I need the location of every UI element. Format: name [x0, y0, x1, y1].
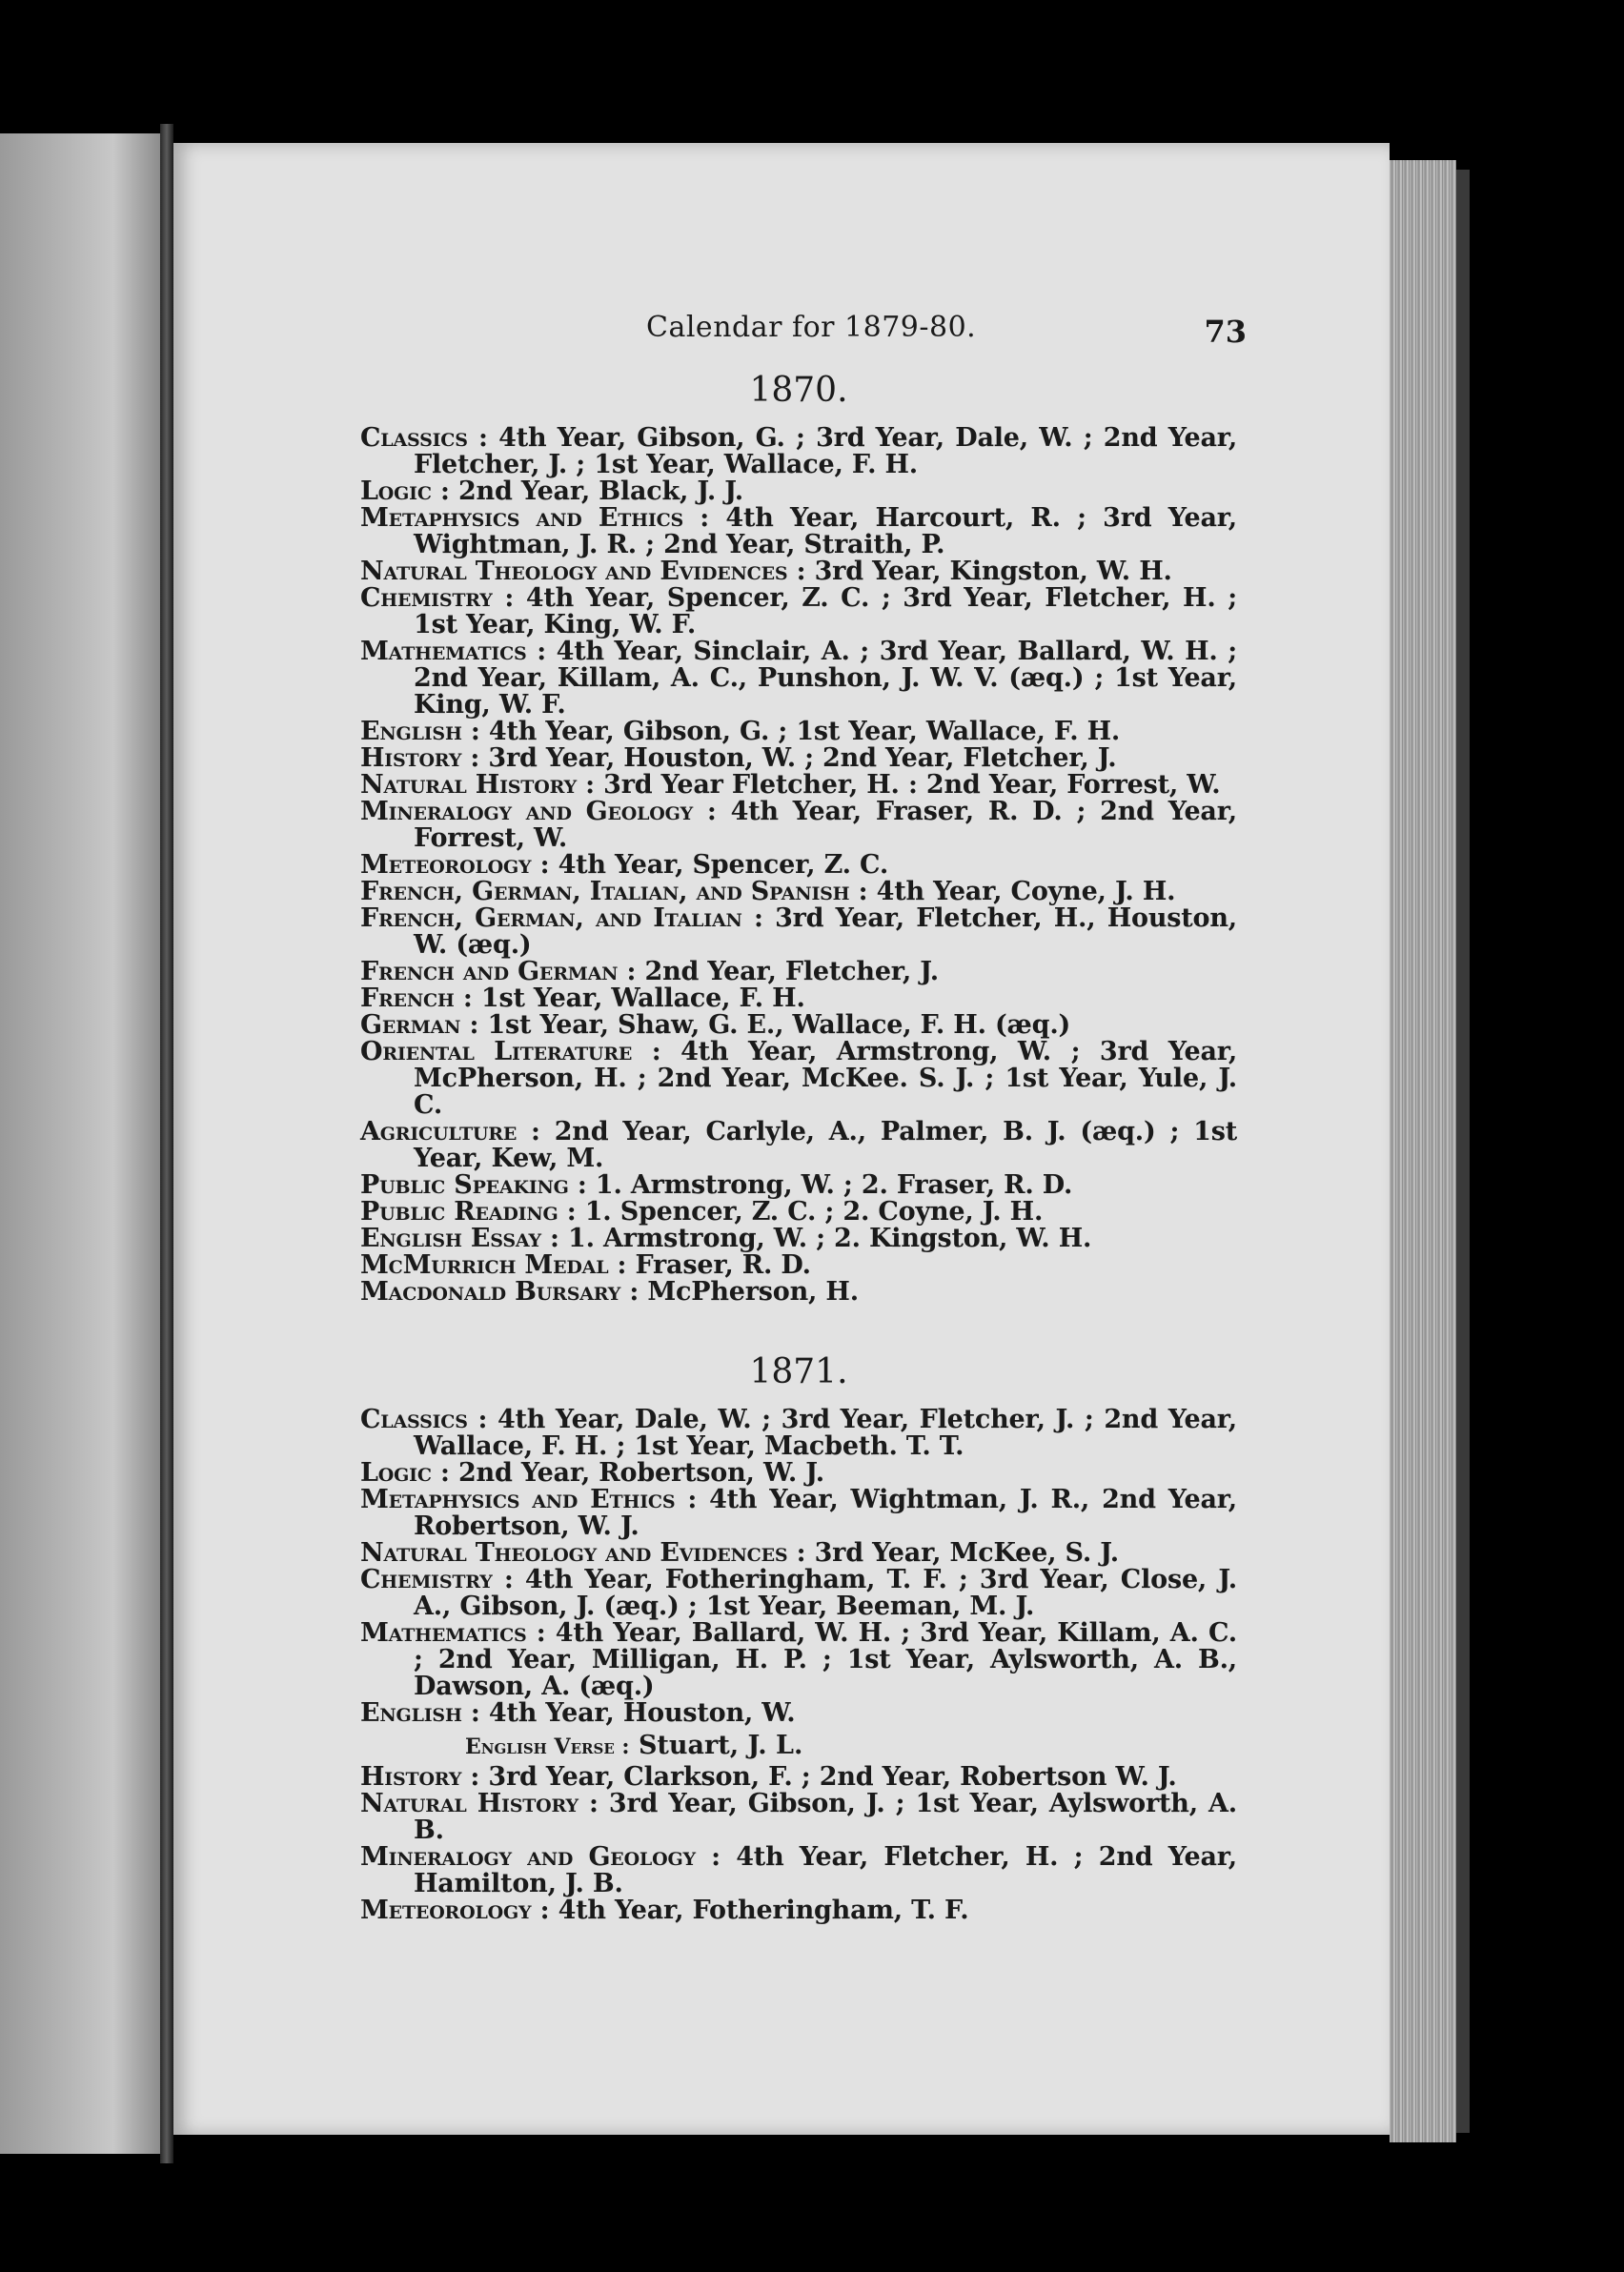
book-gutter [160, 124, 173, 2163]
page-stack-edges [1390, 160, 1456, 2142]
entry-text: 4th Year, Fotheringham, T. F. ; 3rd Year, Close, J. A., Gibson, J. (æq.) ; 1st Year, Beeman, M. J. [414, 1565, 1238, 1621]
entry-text: 4th Year, Harcourt, R. ; 3rd Year, Wightman, J. R. ; 2nd Year, Straith, P. [414, 503, 1237, 559]
entry-subject: Meteorology : [360, 850, 550, 880]
entry [360, 905, 1237, 959]
entry [360, 425, 1237, 478]
entry-subject: French, German, and Italian : [360, 903, 763, 933]
entry-subject: English Essay : [360, 1224, 559, 1253]
entry-subject: Metaphysics and Ethics : [360, 503, 710, 533]
section-1871 [360, 1351, 1237, 1924]
entry [360, 1039, 1237, 1119]
entry-subject: English : [360, 1698, 480, 1728]
entry-subject: French : [360, 984, 473, 1013]
entry [360, 558, 1237, 585]
entry-text: 1. Armstrong, W. ; 2. Kingston, W. H. [568, 1224, 1092, 1253]
entry [360, 1407, 1237, 1460]
entry-text: 3rd Year Fletcher, H. : 2nd Year, Forrest, W. [603, 770, 1221, 800]
entry-text: 2nd Year, Fletcher, J. [644, 957, 939, 986]
entry-text: 4th Year, Wightman, J. R., 2nd Year, Robertson, W. J. [414, 1485, 1238, 1541]
entry-subject: Public Speaking : [360, 1170, 587, 1200]
entry-subject: Agriculture : [360, 1117, 540, 1146]
entry-text: 4th Year, Fraser, R. D. ; 2nd Year, Forrest, W. [414, 797, 1237, 853]
entry-subject: Natural History : [360, 770, 595, 800]
entry-subject: Mathematics : [360, 1618, 546, 1648]
entry [360, 1700, 1237, 1727]
entry-subject: Metaphysics and Ethics : [360, 1485, 698, 1514]
entry [360, 985, 1237, 1012]
page-header [646, 311, 1247, 356]
entry [360, 478, 1237, 505]
entry-text: Stuart, J. L. [638, 1731, 803, 1760]
running-title: Calendar for 1879-80. [646, 311, 977, 344]
entry-list [360, 1407, 1237, 1924]
entry-text: McPherson, H. [647, 1277, 859, 1307]
entry-text: 4th Year, Armstrong, W. ; 3rd Year, McPherson, H. ; 2nd Year, McKee. S. J. ; 1st Year, Yule, J. C. [414, 1037, 1238, 1120]
entry-subject: History : [360, 1762, 480, 1792]
entry [360, 1897, 1237, 1924]
entry-subject: Mineralogy and Geology : [360, 797, 717, 826]
entry-subject: Mathematics : [360, 637, 546, 666]
entry [360, 505, 1237, 558]
entry [360, 852, 1237, 879]
entry-text: 1st Year, Wallace, F. H. [480, 984, 805, 1013]
entry [360, 1567, 1237, 1620]
year-heading: 1871. [749, 1352, 848, 1391]
entry-text: 4th Year, Houston, W. [488, 1698, 796, 1728]
entry [360, 1460, 1237, 1487]
entry-subject: Chemistry : [360, 583, 515, 613]
entry-text: 4th Year, Coyne, J. H. [876, 877, 1176, 906]
entry-subject: Natural History : [360, 1789, 599, 1818]
entry [360, 1012, 1237, 1039]
entry [360, 719, 1237, 745]
entry [360, 639, 1237, 719]
entry [360, 959, 1237, 985]
entry-text: 4th Year, Spencer, Z. C. [558, 850, 889, 880]
entry-text: 4th Year, Sinclair, A. ; 3rd Year, Ballard, W. H. ; 2nd Year, Killam, A. C., Punshon, J. W. V. (æq.) ; 1st Year, King, W. F. [414, 637, 1237, 720]
entry-subject: French, German, Italian, and Spanish : [360, 877, 868, 906]
entry-text: 1. Armstrong, W. ; 2. Fraser, R. D. [595, 1170, 1073, 1200]
facing-page-edge [0, 133, 162, 2154]
section-gap [360, 1306, 1237, 1338]
entry-indented [360, 1733, 1237, 1760]
entry-subject: Logic : [360, 477, 450, 506]
entry-text: 2nd Year, Robertson, W. J. [457, 1458, 824, 1488]
entry-text: 3rd Year, Houston, W. ; 2nd Year, Fletcher, J. [488, 743, 1117, 773]
entry-subject: Natural Theology and Evidences : [360, 1538, 806, 1568]
entry-subject: English Verse : [465, 1734, 630, 1759]
entry-subject: Classics : [360, 423, 488, 453]
year-heading: 1870. [749, 371, 848, 410]
entry [360, 585, 1237, 639]
entry-text: 3rd Year, Clarkson, F. ; 2nd Year, Robertson W. J. [488, 1762, 1177, 1792]
entry [360, 1252, 1237, 1279]
entry [360, 1226, 1237, 1252]
entry-text: 3rd Year, Kingston, W. H. [814, 557, 1172, 586]
entry [360, 1620, 1237, 1700]
entry [360, 1844, 1237, 1897]
entry [360, 1199, 1237, 1226]
entry-subject: Macdonald Bursary : [360, 1277, 639, 1307]
entry-subject: English : [360, 717, 480, 746]
entry-subject: German : [360, 1010, 479, 1040]
entry-subject: Classics : [360, 1405, 488, 1434]
entry-text: 2nd Year, Black, J. J. [457, 477, 743, 506]
entry-text: 3rd Year, McKee, S. J. [814, 1538, 1119, 1568]
entry-text: 1. Spencer, Z. C. ; 2. Coyne, J. H. [584, 1197, 1044, 1227]
entry-subject: Chemistry : [360, 1565, 514, 1594]
entry [360, 1791, 1237, 1844]
section-1870 [360, 370, 1237, 1306]
entry-list [360, 425, 1237, 1306]
entry-text: 3rd Year, Gibson, J. ; 1st Year, Aylsworth, A. B. [414, 1789, 1237, 1845]
entry-text: 2nd Year, Carlyle, A., Palmer, B. J. (æq.) ; 1st Year, Kew, M. [414, 1117, 1237, 1173]
entry-subject: Oriental Literature : [360, 1037, 661, 1066]
entry-text: 4th Year, Gibson, G. ; 3rd Year, Dale, W. ; 2nd Year, Fletcher, J. ; 1st Year, Wallace, F. H. [414, 423, 1238, 479]
entry-subject: History : [360, 743, 480, 773]
entry-text: 4th Year, Gibson, G. ; 1st Year, Wallace, F. H. [488, 717, 1121, 746]
entry-text: 4th Year, Spencer, Z. C. ; 3rd Year, Fletcher, H. ; 1st Year, King, W. F. [414, 583, 1238, 639]
entry [360, 1172, 1237, 1199]
entry-subject: McMurrich Medal : [360, 1250, 627, 1280]
entry [360, 745, 1237, 772]
entry [360, 1764, 1237, 1791]
entry-subject: Public Reading : [360, 1197, 577, 1227]
entry-subject: French and German : [360, 957, 637, 986]
entry-subject: Meteorology : [360, 1896, 550, 1925]
entry-text: 4th Year, Dale, W. ; 3rd Year, Fletcher, J. ; 2nd Year, Wallace, F. H. ; 1st Year, Macbeth. T. T. [414, 1405, 1238, 1461]
entry-subject: Mineralogy and Geology : [360, 1842, 721, 1872]
entry-text: 4th Year, Fletcher, H. ; 2nd Year, Hamilton, J. B. [414, 1842, 1237, 1898]
entry-text: 3rd Year, Fletcher, H., Houston, W. (æq.) [414, 903, 1237, 960]
page-content [360, 311, 1247, 1925]
page-number: 73 [1204, 314, 1247, 350]
entry-subject: Logic : [360, 1458, 450, 1488]
entry [360, 1119, 1237, 1172]
entry [360, 879, 1237, 905]
entry [360, 799, 1237, 852]
entry [360, 1487, 1237, 1540]
entry-text: 1st Year, Shaw, G. E., Wallace, F. H. (æq.) [487, 1010, 1071, 1040]
entry [360, 1279, 1237, 1306]
entry-text: 4th Year, Ballard, W. H. ; 3rd Year, Killam, A. C. ; 2nd Year, Milligan, H. P. ; 1st Year, Aylsworth, A. B., Dawson, A. (æq.) [414, 1618, 1237, 1701]
entry [360, 772, 1237, 799]
entry-text: 4th Year, Fotheringham, T. F. [558, 1896, 969, 1925]
entry [360, 1540, 1237, 1567]
entry-subject: Natural Theology and Evidences : [360, 557, 806, 586]
entry-text: Fraser, R. D. [635, 1250, 811, 1280]
